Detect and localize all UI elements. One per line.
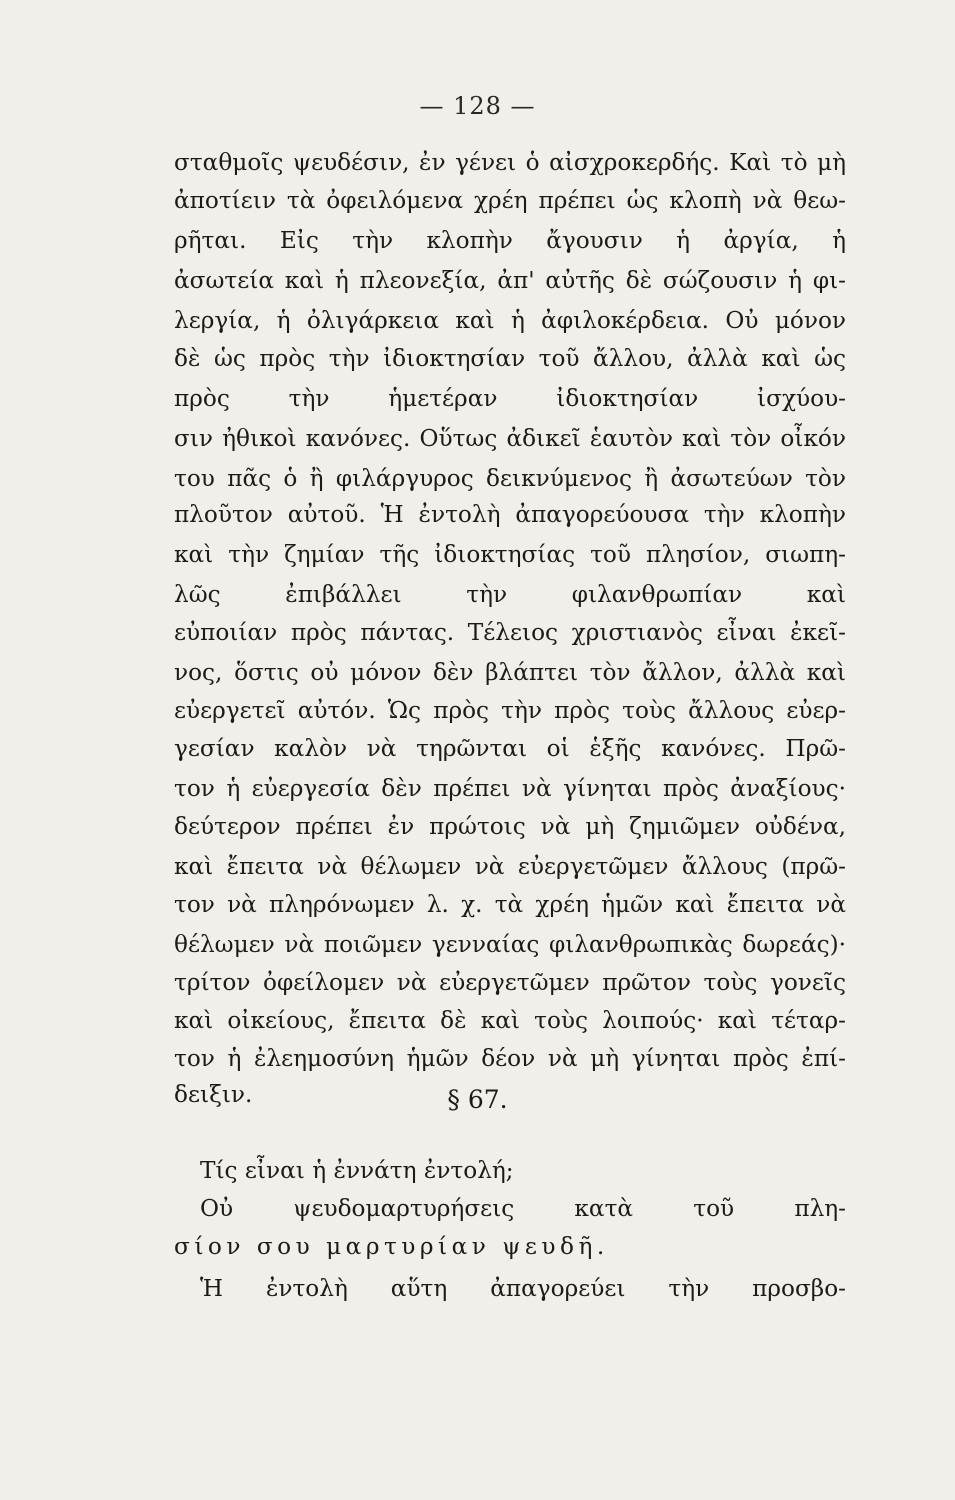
text-line: εὐεργετεῖ αὐτόν. Ὡς πρὸς τὴν πρὸς τοὺς ἄλλους εὐερ-	[174, 697, 846, 724]
text-line: ἀσωτεία καὶ ἡ πλεονεξία, ἀπ' αὐτῆς δὲ σώζουσιν ἡ φι-	[174, 267, 846, 294]
text-line: λῶς ἐπιβάλλει τὴν φιλανθρωπίαν καὶ	[174, 581, 846, 608]
text-line: καὶ τὴν ζημίαν τῆς ἰδιοκτησίας τοῦ πλησίον, σιωπη-	[174, 541, 846, 568]
commandment-line: σίον σου μαρτυρίαν ψευδῆ.	[174, 1233, 609, 1260]
text-line: καὶ ἔπειτα νὰ θέλωμεν νὰ εὐεργετῶμεν ἄλλους (πρῶ-	[174, 853, 846, 880]
text-line: τον νὰ πληρόνωμεν λ. χ. τὰ χρέη ἡμῶν καὶ ἔπειτα νὰ	[174, 891, 846, 918]
text-line: Ἡ ἐντολὴ αὕτη ἀπαγορεύει τὴν προσβο-	[200, 1275, 846, 1302]
text-line: καὶ οἰκείους, ἔπειτα δὲ καὶ τοὺς λοιπούς· καὶ τέταρ-	[174, 1007, 846, 1034]
page-number-header: — 128 —	[419, 92, 536, 120]
text-line: δεύτερον πρέπει ἐν πρώτοις νὰ μὴ ζημιῶμεν οὐδένα,	[174, 813, 846, 840]
text-line: πλοῦτον αὐτοῦ. Ἡ ἐντολὴ ἀπαγορεύουσα τὴν κλοπὴν	[174, 501, 846, 528]
text-line: τον ἡ ἐλεημοσύνη ἡμῶν δέον νὰ μὴ γίνηται πρὸς ἐπί-	[174, 1045, 846, 1072]
text-line: ἀποτίειν τὰ ὀφειλόμενα χρέη πρέπει ὡς κλοπὴ νὰ θεω-	[174, 187, 846, 214]
text-line: σιν ἠθικοὶ κανόνες. Οὕτως ἀδικεῖ ἑαυτὸν καὶ τὸν οἶκόν	[174, 425, 846, 452]
text-line: ρῆται. Εἰς τὴν κλοπὴν ἄγουσιν ἡ ἀργία, ἡ	[174, 227, 846, 254]
text-line: δὲ ὡς πρὸς τὴν ἰδιοκτησίαν τοῦ ἄλλου, ἀλλὰ καὶ ὡς	[174, 345, 846, 372]
text-line: θέλωμεν νὰ ποιῶμεν γενναίας φιλανθρωπικὰς δωρεάς)·	[174, 931, 846, 958]
section-heading: § 67.	[447, 1085, 508, 1114]
text-line: σταθμοῖς ψευδέσιν, ἐν γένει ὁ αἰσχροκερδής. Καὶ τὸ μὴ	[174, 149, 846, 176]
text-line: εὐποιίαν πρὸς πάντας. Τέλειος χριστιανὸς εἶναι ἐκεῖ-	[174, 619, 846, 646]
text-line: δειξιν.	[174, 1081, 253, 1108]
text-line: νος, ὅστις οὐ μόνον δὲν βλάπτει τὸν ἄλλον, ἀλλὰ καὶ	[174, 659, 846, 686]
text-line: γεσίαν καλὸν νὰ τηρῶνται οἱ ἑξῆς κανόνες. Πρῶ-	[174, 735, 846, 762]
text-line: λεργία, ἡ ὀλιγάρκεια καὶ ἡ ἀφιλοκέρδεια. Οὐ μόνον	[174, 307, 846, 334]
text-line: πρὸς τὴν ἡμετέραν ἰδιοκτησίαν ἰσχύου-	[174, 385, 846, 412]
commandment-line: Οὐ ψευδομαρτυρήσεις κατὰ τοῦ πλη-	[200, 1195, 846, 1222]
question-line: Τίς εἶναι ἡ ἐννάτη ἐντολή;	[200, 1157, 514, 1184]
text-line: τον ἡ εὐεργεσία δὲν πρέπει νὰ γίνηται πρὸς ἀναξίους·	[174, 775, 846, 802]
text-line: τρίτον ὀφείλομεν νὰ εὐεργετῶμεν πρῶτον τοὺς γονεῖς	[174, 969, 846, 996]
text-line: του πᾶς ὁ ἢ φιλάργυρος δεικνύμενος ἢ ἀσωτεύων τὸν	[174, 465, 846, 492]
